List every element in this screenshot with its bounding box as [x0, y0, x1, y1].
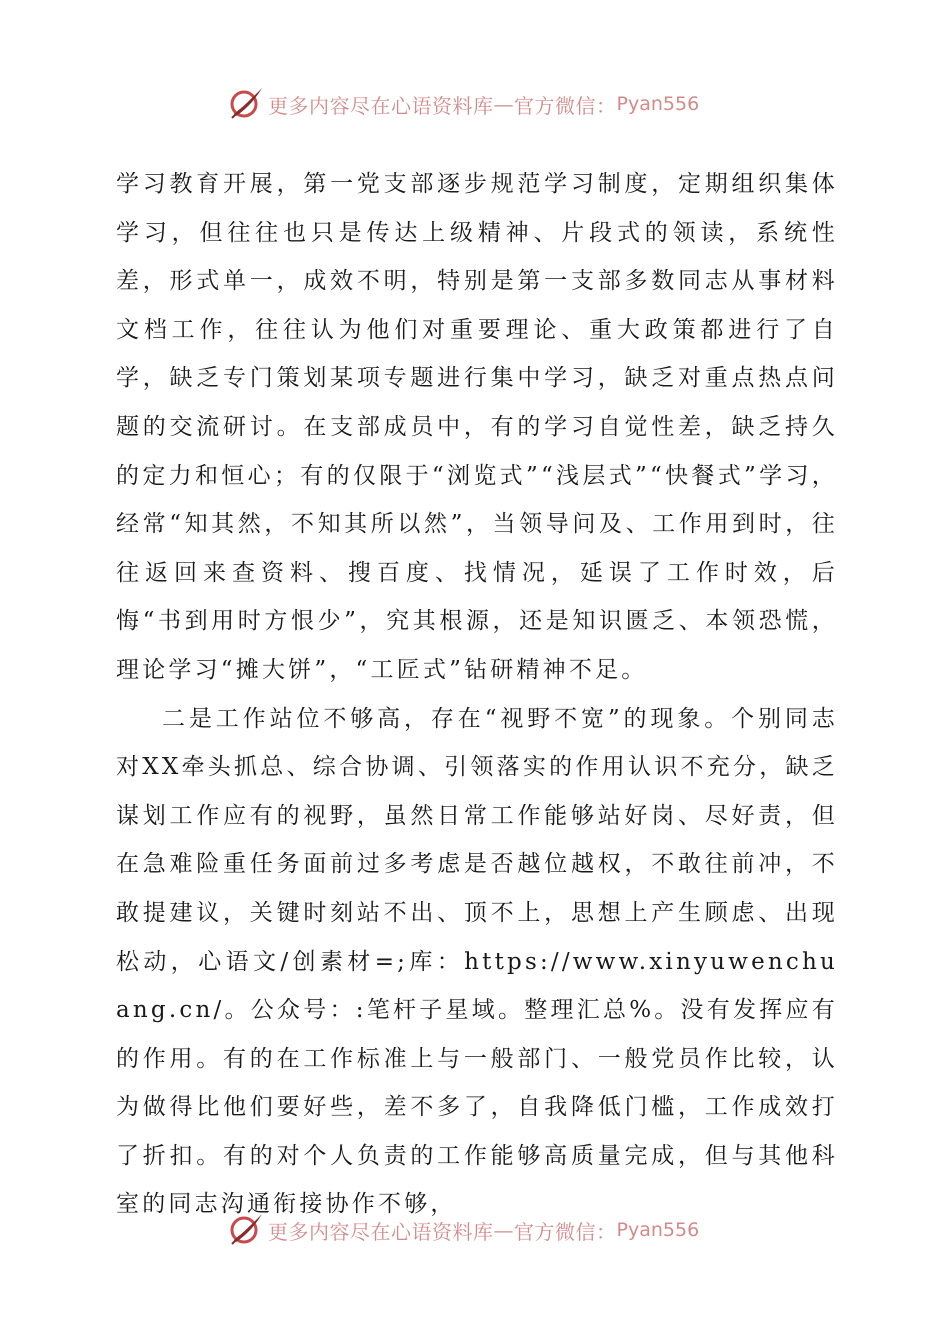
- header-watermark-text: 更多内容尽在心语资料库: [268, 93, 494, 118]
- footer-contact-label: 官方微信：: [514, 1219, 617, 1244]
- header-watermark-banner: [0, 82, 950, 126]
- footer-watermark-text: 更多内容尽在心语资料库: [268, 1219, 494, 1244]
- header-contact-label: 官方微信：: [514, 93, 617, 118]
- paragraph-2: 二是工作站位不够高，存在“视野不宽”的现象。个别同志对XX牵头抓总、综合协调、引领落实的作用认识不充分，缺乏谋划工作应有的视野，虽然日常工作能够站好岗、尽好责，但在急难险重任务面前过多考虑是否越位越权，不敢往前冲，不敢提建议，关键时刻站不出、顶不上，思想上产生顾虑、出现松动，心语文/创素材=;库：https://www.xinyuwenchuang.cn/。公众号：:笔杆子星域。整理汇总%。没有发挥应有的作用。有的在工作标准上与一般部门、一般党员作比较，认为做得比他们要好些，差不多了，自我降低门槛，工作成效打了折扣。有的对个人负责的工作能够高质量完成，但与其他科室的同志沟通衔接协作不够，: [116, 705, 838, 1218]
- quill-logo-icon: [226, 84, 266, 124]
- footer-separator: —: [493, 1218, 514, 1242]
- footer-watermark-banner: [0, 1208, 950, 1252]
- header-contact-id: Pyan556: [616, 93, 700, 115]
- quill-logo-icon: [226, 1210, 266, 1250]
- footer-contact-id: Pyan556: [616, 1219, 700, 1241]
- header-separator: —: [493, 92, 514, 116]
- document-body: [116, 160, 838, 1229]
- paragraph-1: 学习教育开展，第一党支部逐步规范学习制度，定期组织集体学习，但往往也只是传达上级精神、片段式的领读，系统性差，形式单一，成效不明，特别是第一支部多数同志从事材料文档工作，往往认为他们对重要理论、重大政策都进行了自学，缺乏专门策划某项专题进行集中学习，缺乏对重点热点问题的交流研讨。在支部成员中，有的学习自觉性差，缺乏持久的定力和恒心；有的仅限于“浏览式”“浅层式”“快餐式”学习，经常“知其然，不知其所以然”，当领导问及、工作用到时，往往返回来查资料、搜百度、找情况，延误了工作时效，后悔“书到用时方恨少”，究其根源，还是知识匮乏、本领恐慌，理论学习“摊大饼”，“工匠式”钻研精神不足。: [116, 171, 838, 683]
